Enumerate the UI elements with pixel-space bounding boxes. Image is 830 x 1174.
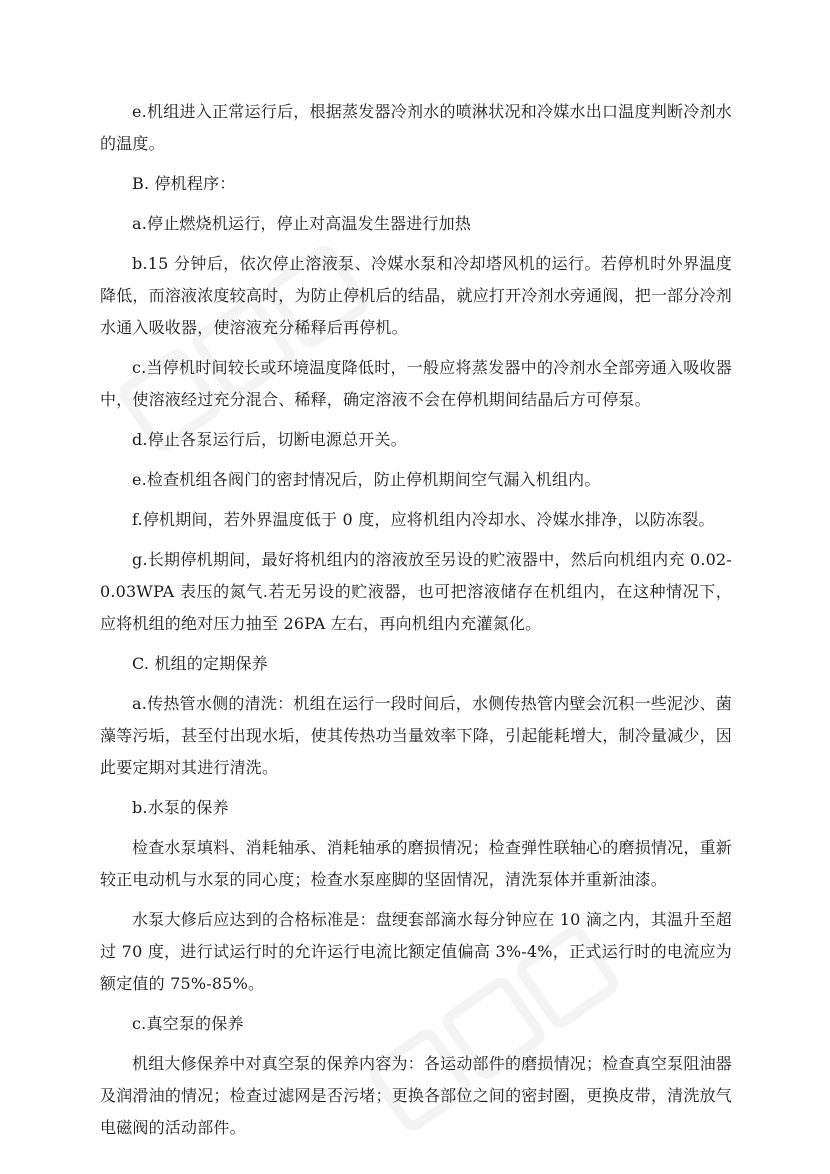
- paragraph-a-tube-cleaning: a.传热管水侧的清洗：机组在运行一段时间后，水侧传热管内壁会沉积一些泥沙、菌藻等污垢，甚至付出现水垢，使其传热功当量效率下降，引起能耗增大，制冷量减少，因此要定期对其进行清洗。: [100, 694, 732, 777]
- heading-periodic-maintenance: C. 机组的定期保养: [132, 654, 268, 673]
- paragraph-e-normal-run: e.机组进入正常运行后，根据蒸发器冷剂水的喷淋状况和冷媒水出口温度判断冷剂水的温度。: [100, 102, 732, 153]
- paragraph-b-stop-pumps: b.15 分钟后，依次停止溶液泵、冷媒水泵和冷却塔风机的运行。若停机时外界温度降低，而溶液浓度较高时，为防止停机后的结晶，就应打开冷剂水旁通阀，把一部分冷剂水通入吸收器，使溶液充分稀释后再停机。: [100, 254, 732, 337]
- subheading-pump-maintenance: b.水泵的保养: [132, 798, 229, 817]
- paragraph-e-check-valves: e.检查机组各阀门的密封情况后，防止停机期间空气漏入机组内。: [132, 470, 601, 489]
- paragraph-a-stop-burner: a.停止燃烧机运行，停止对高温发生器进行加热: [132, 214, 472, 233]
- paragraph-f-drain-water: f.停机期间，若外界温度低于 0 度，应将机组内冷却水、冷媒水排净，以防冻裂。: [132, 510, 715, 529]
- document-page: [100, 96, 732, 1152]
- paragraph-g-long-term-storage: g.长期停机期间，最好将机组内的溶液放至另设的贮液器中，然后向机组内充 0.02-0.03WPA 表压的氮气.若无另设的贮液器，也可把溶液储存在机组内，在这种情况下，应将机组的绝对压力抽至 26PA 左右，再向机组内充灌氮化。: [100, 550, 732, 633]
- paragraph-pump-inspection: 检查水泵填料、消耗轴承、消耗轴承的磨损情况；检查弹性联轴心的磨损情况，重新较正电动机与水泵的同心度；检查水泵座脚的坚固情况，清洗泵体并重新油漆。: [100, 838, 732, 889]
- subheading-vacuum-pump-maintenance: c.真空泵的保养: [132, 1014, 244, 1033]
- paragraph-d-power-off: d.停止各泵运行后，切断电源总开关。: [132, 430, 407, 449]
- paragraph-c-long-shutdown: c.当停机时间较长或环境温度降低时，一般应将蒸发器中的冷剂水全部旁通入吸收器中，使溶液经过充分混合、稀释，确定溶液不会在停机期间结晶后方可停泵。: [100, 358, 732, 409]
- paragraph-vacuum-pump-details: 机组大修保养中对真空泵的保养内容为：各运动部件的磨损情况；检查真空泵阻油器及润滑油的情况；检查过滤网是否污堵；更换各部位之间的密封圈，更换皮带，清洗放气电磁阀的活动部件。: [100, 1054, 732, 1137]
- paragraph-pump-standards: 水泵大修后应达到的合格标准是：盘绠套部滴水每分钟应在 10 滴之内，其温升至超过 70 度，进行试运行时的允许运行电流比额定值偏高 3%-4%，正式运行时的电流应为额定值的 75%-85%。: [100, 910, 732, 993]
- heading-shutdown-procedure: B. 停机程序：: [132, 174, 236, 193]
